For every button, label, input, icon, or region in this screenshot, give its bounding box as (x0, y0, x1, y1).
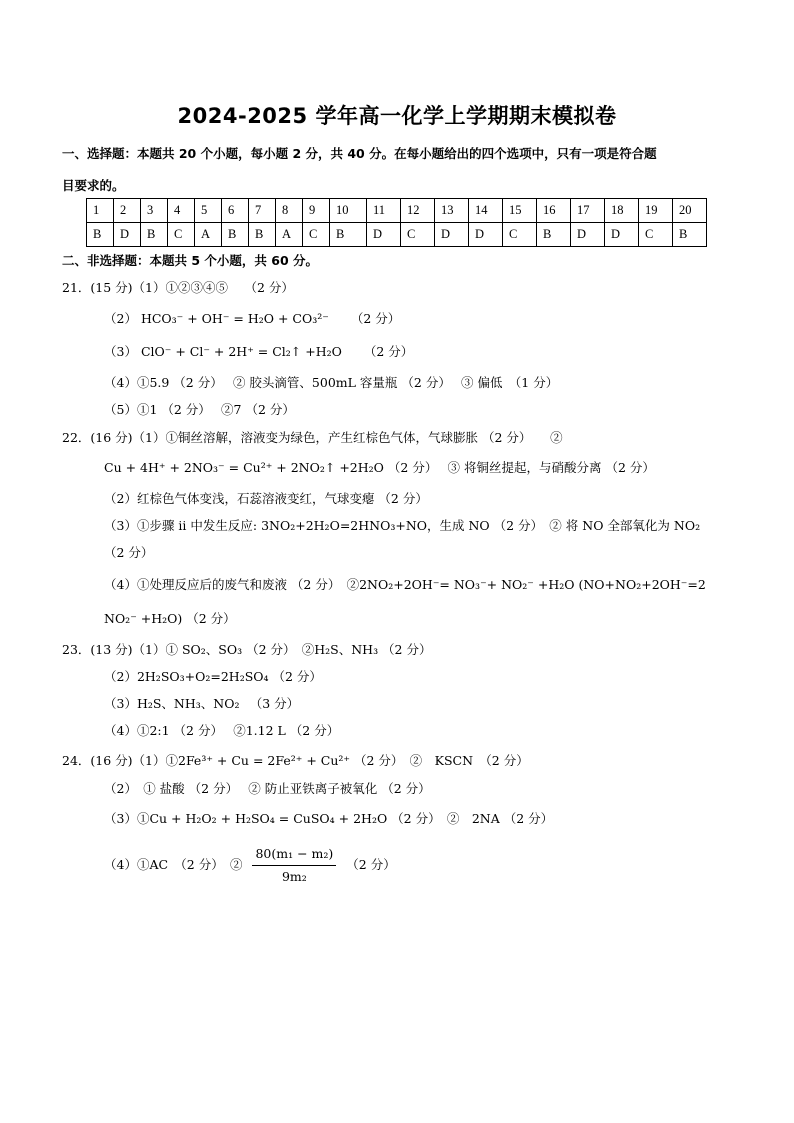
q24-part2: （2） ① 盐酸 （2 分） ② 防止亚铁离子被氧化 （2 分） (104, 781, 431, 796)
section1-instructions: 一、选择题：本题共 20 个小题，每小题 2 分，共 40 分。在每小题给出的四个选项中，只有一项是符合题 (62, 146, 657, 161)
q-number: 8 (276, 199, 303, 223)
q-answer: B (249, 223, 276, 247)
q23-part3: （3）H₂S、NH₃、NO₂ （3 分） (104, 696, 300, 711)
q-number: 12 (401, 199, 435, 223)
q-answer: C (401, 223, 435, 247)
answer-table-number-row (87, 199, 707, 223)
q-answer: A (195, 223, 222, 247)
q-number: 11 (367, 199, 401, 223)
q-answer: D (114, 223, 141, 247)
q-number: 9 (303, 199, 330, 223)
q-number: 6 (222, 199, 249, 223)
q22-part1: 22．(16 分)（1）①铜丝溶解，溶液变为绿色，产生红棕色气体，气球膨胀 （2 分） ② (62, 430, 563, 445)
q21-part2-score: （2 分） (350, 311, 401, 326)
q22-part3-cont: （2 分） (104, 545, 154, 560)
q23-part1: 23．(13 分)（1）① SO₂、SO₃ （2 分） ②H₂S、NH₃ （2 分） (62, 642, 432, 657)
q-answer: A (276, 223, 303, 247)
q-answer: B (87, 223, 114, 247)
q21-part1: 21．(15 分)（1）①②③④⑤ （2 分） (62, 280, 294, 295)
answer-table (86, 198, 707, 247)
q24-part4-label: （4）①AC （2 分） ② (104, 857, 243, 872)
q22-part4-cont: NO₂⁻ +H₂O) （2 分） (104, 611, 236, 626)
q21-part2 (104, 311, 400, 327)
q-answer: B (537, 223, 571, 247)
q22-part1-cont (104, 460, 655, 476)
page-title: 2024-2025 学年高一化学上学期期末模拟卷 (177, 104, 617, 128)
q-number: 3 (141, 199, 168, 223)
q24-part1: 24．(16 分)（1）①2Fe³⁺ + Cu = 2Fe²⁺ + Cu²⁺ （2 分） ② KSCN （2 分） (62, 753, 529, 768)
q-number: 7 (249, 199, 276, 223)
q21-part2-label: （2） (104, 311, 137, 326)
q23-part2: （2）2H₂SO₃+O₂=2H₂SO₄ （2 分） (104, 669, 322, 684)
section2-instructions: 二、非选择题：本题共 5 个小题，共 60 分。 (62, 253, 319, 268)
q-answer: B (141, 223, 168, 247)
q-number: 4 (168, 199, 195, 223)
q-answer: D (605, 223, 639, 247)
answer-table-answer-row (87, 223, 707, 247)
q21-part2-equation: HCO₃⁻ + OH⁻ = H₂O + CO₃²⁻ (140, 311, 329, 326)
q23-part4: （4）①2:1 （2 分） ②1.12 L （2 分） (104, 723, 340, 738)
q-answer: B (222, 223, 249, 247)
q-number: 15 (503, 199, 537, 223)
q-answer: C (639, 223, 673, 247)
q24-part4 (104, 845, 396, 886)
q-answer: D (435, 223, 469, 247)
section1-instructions-cont: 目要求的。 (62, 178, 125, 193)
q21-part5: （5）①1 （2 分） ②7 （2 分） (104, 402, 295, 417)
q22-part1-rest: （2 分） ③ 将铜丝提起，与硝酸分离 （2 分） (387, 460, 655, 475)
q22-part4: （4）①处理反应后的废气和废液 （2 分） ②2NO₂+2OH⁻= NO₃⁻+ NO₂⁻ +H₂O (NO+NO₂+2OH⁻=2 (104, 577, 706, 592)
q-number: 17 (571, 199, 605, 223)
q-answer: B (330, 223, 367, 247)
q-answer: D (469, 223, 503, 247)
q-answer: D (367, 223, 401, 247)
q21-part3-label: （3） (104, 344, 137, 359)
q-number: 14 (469, 199, 503, 223)
q24-fraction (252, 845, 336, 886)
q-answer: D (571, 223, 605, 247)
q-number: 5 (195, 199, 222, 223)
fraction-denominator: 9m₂ (281, 869, 307, 884)
q-answer: C (303, 223, 330, 247)
q-answer: C (503, 223, 537, 247)
q22-part2: （2）红棕色气体变浅，石蕊溶液变红，气球变瘪 （2 分） (104, 491, 428, 506)
q-number: 20 (673, 199, 707, 223)
q24-part3: （3）①Cu + H₂O₂ + H₂SO₄ = CuSO₄ + 2H₂O （2 分） ② 2NA （2 分） (104, 811, 554, 826)
q24-part4-score: （2 分） (346, 857, 396, 872)
q22-part3: （3）①步骤 ii 中发生反应: 3NO₂+2H₂O=2HNO₃+NO，生成 NO （2 分） ② 将 NO 全部氧化为 NO₂ (104, 518, 701, 533)
q-number: 10 (330, 199, 367, 223)
q-number: 19 (639, 199, 673, 223)
q21-part3-score: （2 分） (363, 344, 414, 359)
q-number: 1 (87, 199, 114, 223)
q-number: 18 (605, 199, 639, 223)
q-number: 2 (114, 199, 141, 223)
q-number: 13 (435, 199, 469, 223)
q-answer: B (673, 223, 707, 247)
q-number: 16 (537, 199, 571, 223)
q22-equation: Cu + 4H⁺ + 2NO₃⁻ = Cu²⁺ + 2NO₂↑ +2H₂O (104, 460, 384, 475)
fraction-numerator: 80(m₁ − m₂) (252, 845, 336, 866)
q21-part3 (104, 344, 413, 360)
q21-part3-equation: ClO⁻ + Cl⁻ + 2H⁺ = Cl₂↑ +H₂O (140, 344, 342, 359)
q21-part4: （4）①5.9 （2 分） ② 胶头滴管、500mL 容量瓶 （2 分） ③ 偏低 （1 分） (104, 375, 559, 390)
q-answer: C (168, 223, 195, 247)
